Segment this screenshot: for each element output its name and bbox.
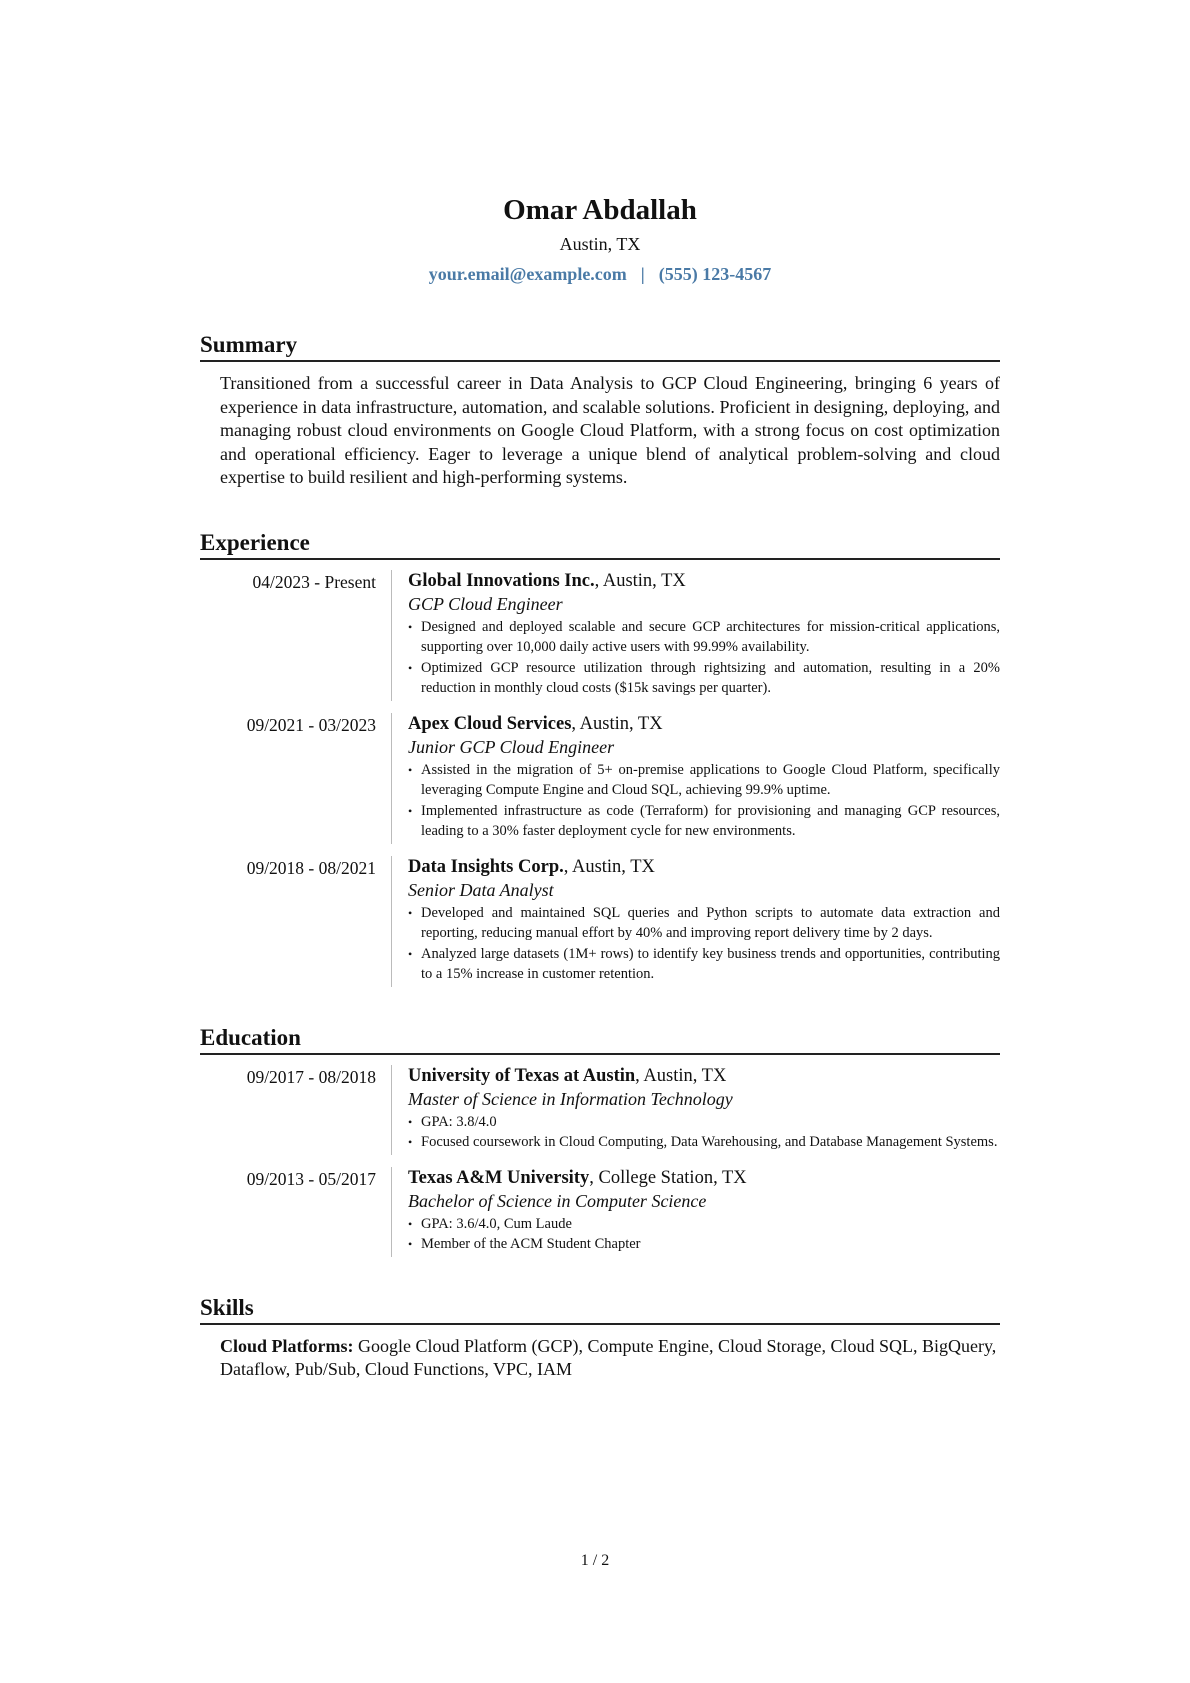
experience-entry [200, 570, 1000, 701]
candidate-name: Omar Abdallah [503, 194, 697, 226]
experience-location: , Austin, TX [563, 856, 655, 877]
education-entry [200, 1167, 1000, 1257]
bullet-item: • Implemented infrastructure as code (Terraform) for provisioning and managing GCP resources, leading to a 30% faster deployment cycle for new environments. [421, 801, 1000, 842]
education-role: Bachelor of Science in Computer Science [408, 1190, 707, 1211]
experience-date: 09/2018 - 08/2021 [246, 857, 376, 878]
bullet-item: • Member of the ACM Student Chapter [421, 1234, 1000, 1255]
experience-org-line [408, 713, 1000, 736]
experience-role: GCP Cloud Engineer [408, 593, 563, 614]
education-date: 09/2013 - 05/2017 [246, 1168, 376, 1189]
education-details [391, 1167, 1000, 1257]
education-org: Texas A&M University [408, 1167, 590, 1188]
education-details [391, 1065, 1000, 1155]
experience-role: Senior Data Analyst [408, 879, 554, 900]
education-entry [200, 1065, 1000, 1155]
education-title: Education [200, 1023, 1000, 1055]
skills-section [200, 1293, 1000, 1382]
education-org-line [408, 1065, 1000, 1088]
education-bullets [408, 1112, 1000, 1153]
education-org: University of Texas at Austin [408, 1065, 636, 1086]
bullet-item: • Developed and maintained SQL queries and Python scripts to automate data extraction and reporting, reducing manual effort by 40% and improving report delivery time by 2 days. [421, 903, 1000, 944]
education-list [200, 1065, 1000, 1257]
experience-entry [200, 713, 1000, 844]
skills-title: Skills [200, 1293, 1000, 1325]
summary-section [200, 330, 1000, 490]
experience-details [391, 570, 1000, 701]
bullet-item: • GPA: 3.6/4.0, Cum Laude [421, 1214, 1000, 1235]
experience-title: Experience [200, 528, 1000, 560]
summary-title: Summary [200, 330, 1000, 362]
email-link[interactable]: your.email@example.com [428, 264, 627, 284]
experience-org: Global Innovations Inc. [408, 570, 595, 591]
bullet-item: • Optimized GCP resource utilization through rightsizing and automation, resulting in a 20% reduction in monthly cloud costs ($15k savings per quarter). [421, 658, 1000, 699]
experience-bullets [408, 617, 1000, 699]
contact-separator: | [640, 264, 645, 284]
experience-section [200, 528, 1000, 987]
summary-text: Transitioned from a successful career in Data Analysis to GCP Cloud Engineering, bringing 6 years of experience in data infrastructure, automation, and scalable solutions. Proficient in designing, deploying, and managing robust cloud environments on Google Cloud Platform, with a strong focus on cost optimization and operational efficiency. Eager to leverage a unique blend of analytical problem-solving and cloud expertise to build resilient and high-performing systems. [220, 373, 1000, 487]
skills-list: Google Cloud Platform (GCP), Compute Engine, Cloud Storage, Cloud SQL, BigQuery, Dataflow, Pub/Sub, Cloud Functions, VPC, IAM [220, 1335, 997, 1379]
page-number: 1 / 2 [580, 1552, 610, 1569]
experience-list [200, 570, 1000, 987]
experience-date: 09/2021 - 03/2023 [246, 714, 376, 735]
experience-org: Apex Cloud Services [408, 713, 572, 734]
experience-location: , Austin, TX [594, 570, 686, 591]
experience-org: Data Insights Corp. [408, 856, 564, 877]
experience-date: 04/2023 - Present [252, 571, 376, 592]
skills-text [220, 1335, 1000, 1382]
education-org-line [408, 1167, 1000, 1190]
candidate-location: Austin, TX [559, 234, 641, 254]
education-role: Master of Science in Information Technology [408, 1088, 733, 1109]
experience-org-line [408, 856, 1000, 879]
experience-entry [200, 856, 1000, 987]
education-location: , Austin, TX [635, 1065, 727, 1086]
experience-org-line [408, 570, 1000, 593]
experience-bullets [408, 903, 1000, 985]
bullet-item: • Focused coursework in Cloud Computing, Data Warehousing, and Database Management Systems. [421, 1132, 1000, 1153]
experience-details [391, 856, 1000, 987]
bullet-item: • Assisted in the migration of 5+ on-premise applications to Google Cloud Platform, specifically leveraging Compute Engine and Cloud SQL, achieving 99.9% uptime. [421, 760, 1000, 801]
skills-category-label: Cloud Platforms: [220, 1335, 354, 1356]
resume-page [200, 0, 1000, 1382]
bullet-item: • Designed and deployed scalable and secure GCP architectures for mission-critical applications, supporting over 10,000 daily active users with 99.99% availability. [421, 617, 1000, 658]
bullet-item: • GPA: 3.8/4.0 [421, 1112, 1000, 1133]
experience-details [391, 713, 1000, 844]
resume-header [200, 192, 1000, 286]
education-section [200, 1023, 1000, 1257]
phone-link[interactable]: (555) 123-4567 [658, 264, 772, 284]
education-location: , College Station, TX [589, 1167, 747, 1188]
contact-line [200, 262, 1000, 286]
bullet-item: • Analyzed large datasets (1M+ rows) to identify key business trends and opportunities, contributing to a 15% increase in customer retention. [421, 944, 1000, 985]
education-bullets [408, 1214, 1000, 1255]
experience-role: Junior GCP Cloud Engineer [408, 736, 615, 757]
experience-location: , Austin, TX [571, 713, 663, 734]
experience-bullets [408, 760, 1000, 842]
education-date: 09/2017 - 08/2018 [246, 1066, 376, 1087]
